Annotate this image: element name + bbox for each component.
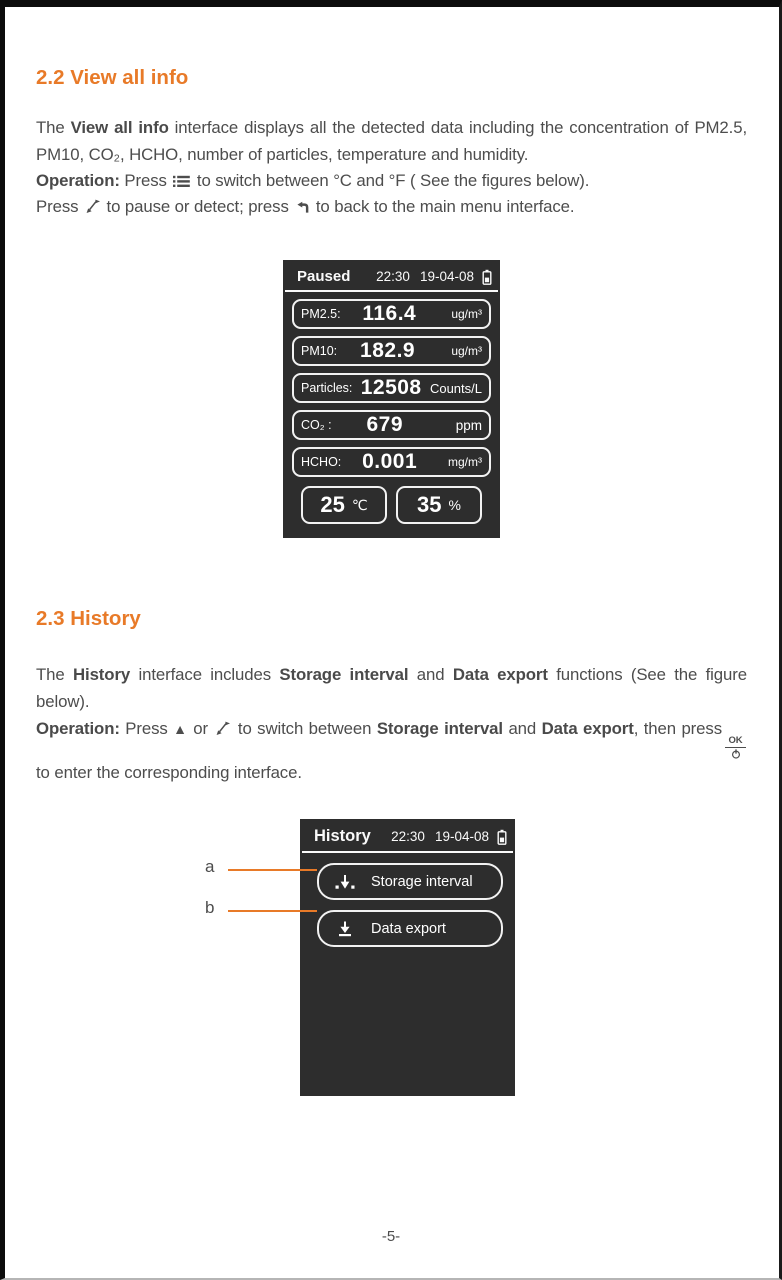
battery-icon xyxy=(482,269,492,285)
data-row-hcho xyxy=(292,447,491,477)
row-label: HCHO: xyxy=(301,455,342,469)
press-line-2-2 xyxy=(36,194,750,222)
para-text: interface includes xyxy=(130,664,280,684)
row-value: 116.4 xyxy=(362,302,417,325)
page-number: -5- xyxy=(381,1228,401,1245)
data-rows xyxy=(283,292,500,524)
para-text: Press xyxy=(119,718,174,738)
operation-label: Operation: xyxy=(36,718,120,738)
storage-interval-icon xyxy=(319,874,371,890)
operation-label: Operation: xyxy=(36,170,120,190)
callout-line-b xyxy=(228,910,317,912)
section-title-2-3: 2.3 History xyxy=(36,607,141,630)
operation-line-2-3 xyxy=(36,715,749,787)
menu-item-label: Data export xyxy=(371,920,446,937)
pause-detect-key-icon xyxy=(215,717,230,745)
back-key-icon xyxy=(295,196,309,222)
device-screen-title: History xyxy=(314,827,371,845)
row-value: 0.001 xyxy=(362,450,418,473)
para-text: and xyxy=(502,718,542,738)
device-time: 22:30 xyxy=(391,829,425,844)
para-text: , then press xyxy=(633,718,722,738)
row-label: Particles: xyxy=(301,381,353,395)
row-unit: ppm xyxy=(455,417,482,433)
para-text: to switch between xyxy=(232,718,377,738)
row-value: 12508 xyxy=(360,376,422,399)
para-bold-text: Data export xyxy=(541,718,634,738)
humidity-box xyxy=(396,486,482,524)
row-value: 679 xyxy=(366,413,404,436)
data-export-icon xyxy=(319,921,371,937)
operation-line-2-2 xyxy=(36,168,750,196)
para-text: to enter the corresponding interface. xyxy=(36,762,302,782)
callout-line-a xyxy=(228,869,317,871)
device-status-bar xyxy=(283,260,500,285)
para-text: to pause or detect; press xyxy=(101,196,294,216)
row-unit: ug/m³ xyxy=(451,307,482,321)
data-row-particles xyxy=(292,373,491,403)
device-screen-view-all-info xyxy=(283,260,500,538)
row-label: PM2.5: xyxy=(301,307,341,321)
device-status-text: Paused xyxy=(297,268,351,285)
device-date: 19-04-08 xyxy=(419,269,474,284)
humidity-unit: % xyxy=(448,497,461,513)
para-bold-text: Storage interval xyxy=(279,664,409,684)
bottom-row xyxy=(292,484,491,524)
para-bold-text: Data export xyxy=(452,664,548,684)
menu-item-storage-interval xyxy=(317,863,503,900)
row-unit: Counts/L xyxy=(429,380,482,396)
para-text: to back to the main menu interface. xyxy=(311,196,575,216)
row-label: PM10: xyxy=(301,344,338,358)
para-text: Press xyxy=(36,196,83,216)
temperature-unit: ℃ xyxy=(351,496,368,513)
temperature-box xyxy=(301,486,387,524)
header-divider xyxy=(302,851,513,853)
data-row-pm10 xyxy=(292,336,491,366)
callout-label-a: a xyxy=(205,857,215,876)
device-status-bar xyxy=(300,819,515,846)
row-value: 182.9 xyxy=(360,339,416,362)
para-text: The xyxy=(36,664,73,684)
para-text: Press xyxy=(119,170,172,190)
data-row-pm25 xyxy=(292,299,491,329)
section-2-2-paragraph xyxy=(36,114,747,169)
row-unit: mg/m³ xyxy=(448,455,482,469)
pause-detect-key-icon xyxy=(85,196,100,222)
row-unit: ug/m³ xyxy=(451,344,482,358)
ok-power-key-icon xyxy=(725,736,746,759)
section-title-2-2: 2.2 View all info xyxy=(36,66,189,89)
menu-list-icon xyxy=(173,170,190,196)
para-bold-text: History xyxy=(72,664,131,684)
para-bold-text: Storage interval xyxy=(376,718,503,738)
temperature-value: 25 xyxy=(320,492,345,517)
callout-label-b: b xyxy=(205,898,215,917)
section-2-3-paragraph xyxy=(36,661,747,716)
humidity-value: 35 xyxy=(417,492,442,517)
device-date: 19-04-08 xyxy=(434,829,489,844)
menu-item-data-export xyxy=(317,910,503,947)
row-label: CO₂ : xyxy=(301,418,332,432)
para-text: interface displays all the detected data including the concentration of PM2.5, PM10, CO₂, HCHO, number of particles, temperature and humidity. xyxy=(36,117,748,165)
para-text: and xyxy=(408,664,453,684)
para-text: functions (See the figure below). xyxy=(36,664,747,712)
data-row-co2 xyxy=(292,410,491,440)
para-text: The xyxy=(36,117,71,137)
device-screen-history xyxy=(300,819,515,1096)
menu-item-label: Storage interval xyxy=(371,873,473,890)
device-time: 22:30 xyxy=(376,269,410,284)
up-arrow-key-icon: ▲ xyxy=(173,720,188,737)
para-text: or xyxy=(187,718,214,738)
ok-key-label: OK xyxy=(725,736,746,748)
para-text: to switch between °C and °F ( See the figures below). xyxy=(192,170,590,190)
para-bold-text: View all info xyxy=(70,117,169,137)
battery-icon xyxy=(497,829,507,845)
